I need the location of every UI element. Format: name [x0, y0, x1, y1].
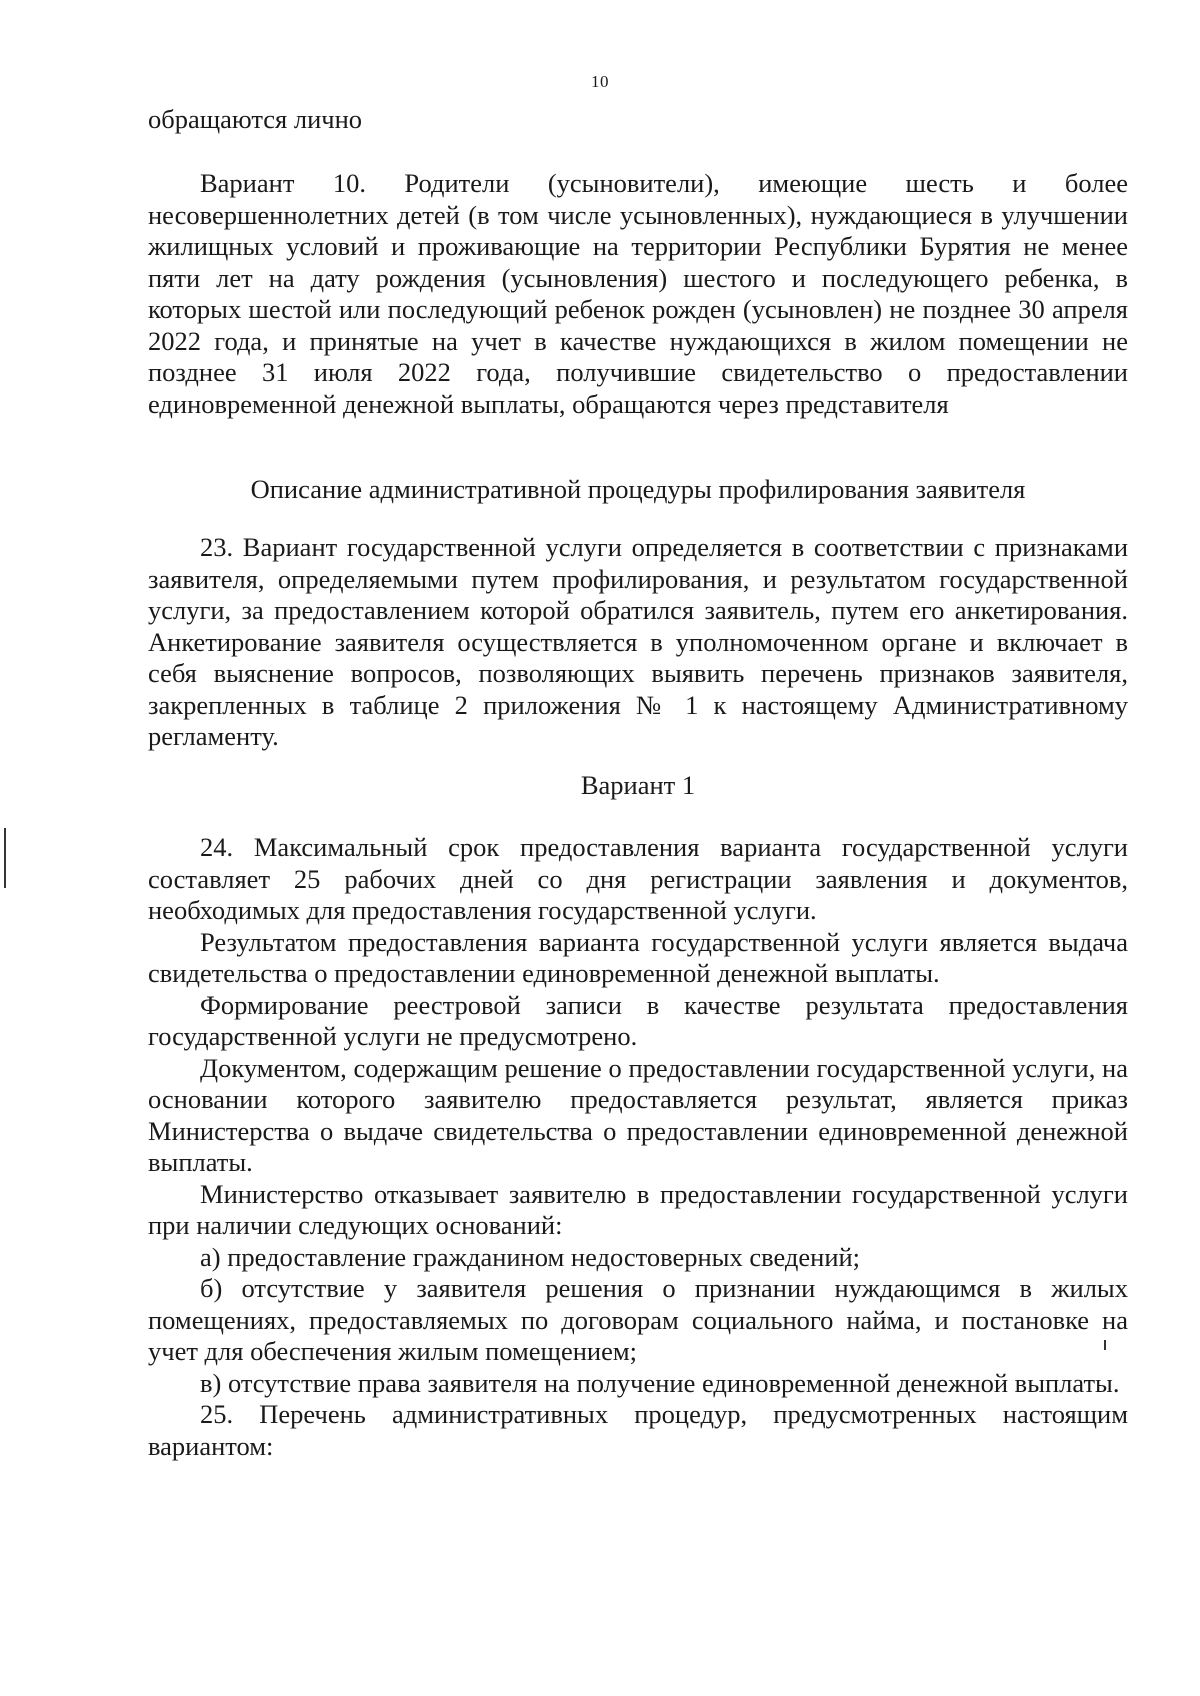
variant10-paragraph: Вариант 10. Родители (усыновители), имеющие шесть и более несовершеннолетних детей (в том числе усыновленных), нуждающиеся в улучшении жилищных условий и проживающие на территории Республики Бурятия не менее пяти лет на дату рождения (усыновления) шестого и последующего ребенка, в которых шестой или последующий ребенок рожден (усыновлен) не позднее 30 апреля 2022 года, и принятые на учет в качестве нуждающихся в жилом помещении не позднее 31 июля 2022 года, получившие свидетельство о предоставлении единовременной денежной выплаты, обращаются через представителя [148, 168, 1128, 419]
section25-paragraph: 25. Перечень административных процедур, предусмотренных настоящим вариантом: [148, 1399, 1128, 1461]
section24-item-a: а) предоставление гражданином недостоверных сведений; [200, 1241, 861, 1272]
section24-paragraph-3: Формирование реестровой записи в качестве результата предоставления государственной услуги не предусмотрено. [148, 989, 1128, 1051]
section24-paragraph-1: 24. Максимальный срок предоставления варианта государственной услуги составляет 25 рабочих дней со дня регистрации заявления и документов, необходимых для предоставления государственной услуги. [148, 832, 1128, 925]
section24-item-b: б) отсутствие у заявителя решения о признании нуждающимся в жилых помещениях, предоставляемых по договорам социального найма, и постановке на учет для обеспечения жилым помещением; [148, 1273, 1128, 1366]
section24-item-c: в) отсутствие права заявителя на получение единовременной денежной выплаты. [200, 1367, 1120, 1398]
section24-paragraph-5: Министерство отказывает заявителю в предоставлении государственной услуги при наличии следующих оснований: [148, 1178, 1128, 1240]
section24-paragraph-4: Документом, содержащим решение о предоставлении государственной услуги, на основании которого заявителю предоставляется результат, является приказ Министерства о выдаче свидетельства о предоставлении единовременной денежной выплаты. [148, 1052, 1128, 1177]
section23-paragraph: 23. Вариант государственной услуги определяется в соответствии с признаками заявителя, определяемыми путем профилирования, и результатом государственной услуги, за предоставлением которой обратился заявитель, путем его анкетирования. Анкетирование заявителя осуществляется в уполномоченном органе и включает в себя выяснение вопросов, позволяющих выявить перечень признаков заявителя, закрепленных в таблице 2 приложения № 1 к настоящему Административному регламенту. [148, 532, 1128, 751]
page-number: 10 [591, 72, 609, 91]
heading-profiling: Описание административной процедуры профилирования заявителя [250, 474, 1026, 504]
intro-line: обращаются лично [148, 104, 363, 134]
heading-variant1: Вариант 1 [580, 770, 696, 800]
section24-paragraph-2: Результатом предоставления варианта государственной услуги является выдача свидетельства о предоставлении единовременной денежной выплаты. [148, 926, 1128, 988]
section23-block [148, 532, 1128, 753]
intro-line-block [148, 104, 1128, 136]
variant10-block [148, 168, 1128, 420]
scan-edge-mark [4, 828, 6, 888]
section24-block [148, 832, 1128, 1462]
scan-edge-mark [1104, 1340, 1106, 1350]
